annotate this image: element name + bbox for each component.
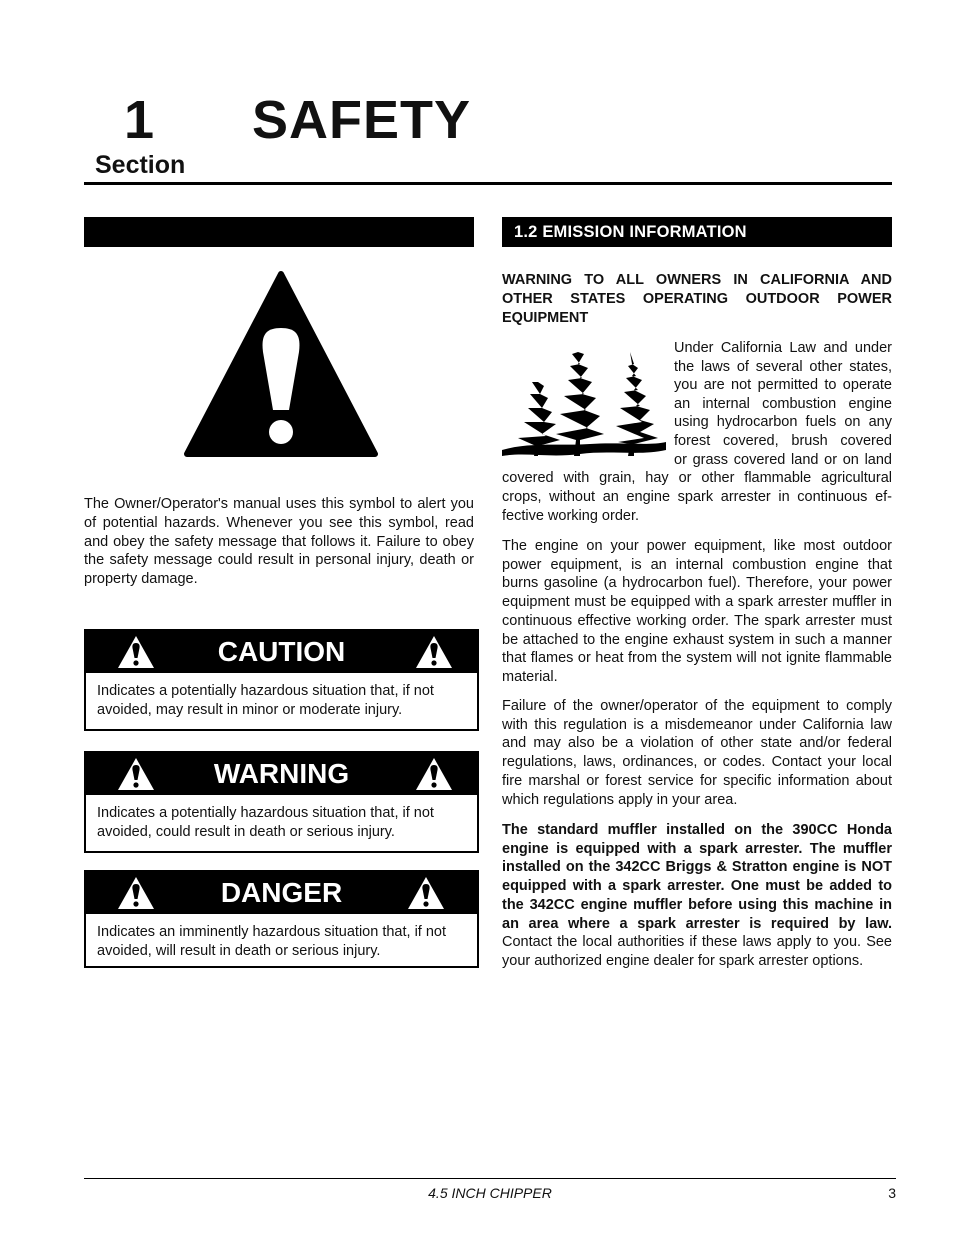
- law-line: or grass covered land or on land: [674, 451, 892, 468]
- engine-paragraph: The engine on your power equipment, like most outdoor power equipment, is an internal combustion engine that burns gasoline (a hydrocarbon fuel). Therefore, your power equipment must be equipped with a spark arrester muffler in continuous effective working order. The spark arrester must be attached to the engine exhaust system in such a manner that flames or heat from the system will not ignite flammable material.: [502, 538, 892, 685]
- law-line: crops, without an engine spark arrester in continuous ef-: [502, 488, 892, 505]
- law-line: the laws of several other states,: [674, 358, 892, 375]
- exclamation-triangle-icon: [406, 875, 446, 911]
- danger-description: Indicates an imminently hazardous situation that, if not avoided, will result in death or serious injury.: [97, 924, 446, 959]
- muffler-bold-text: The standard muffler installed on the 390CC Honda engine is equipped with a spark arrester. The muffler installed on the 342CC Briggs & Stratton engine is NOT equipped with a spark arrester. One must be added to the 342CC engine muffler before using this machine in an area where a spark arrester is required by law.: [502, 822, 892, 932]
- muffler-rest-text: Contact the local authorities if these laws apply to you. See your authorized engine dealer for spark arrester options.: [502, 934, 892, 969]
- law-line: covered with grain, hay or other flammable agricultural: [502, 470, 892, 486]
- warning-signal-word: WARNING: [213, 758, 350, 789]
- safety-alert-triangle-icon: [183, 270, 379, 460]
- danger-signal-word: DANGER: [220, 877, 343, 908]
- caution-description: Indicates a potentially hazardous situation that, if not avoided, may result in minor or moderate injury.: [97, 683, 434, 718]
- section-label: Section: [95, 151, 186, 179]
- warning-header: [86, 753, 477, 795]
- muffler-paragraph: [502, 821, 892, 971]
- section-title: SAFETY: [252, 90, 472, 150]
- law-line: using hydrocarbon fuels on any: [674, 414, 892, 431]
- danger-box: [84, 870, 479, 968]
- law-paragraph-tail: [502, 469, 892, 525]
- warning-box: [84, 751, 479, 853]
- footer-rule: [84, 1178, 896, 1179]
- exclamation-triangle-icon: [414, 756, 454, 792]
- law-paragraph-wrapped: [674, 339, 892, 469]
- caution-box: [84, 629, 479, 731]
- page-number: 3: [888, 1185, 896, 1201]
- footer-title: 4.5 INCH CHIPPER: [428, 1185, 552, 1201]
- caution-header: [86, 631, 477, 673]
- header-rule: [84, 182, 892, 185]
- emission-heading: 1.2 EMISSION INFORMATION: [514, 223, 747, 241]
- exclamation-triangle-icon: [414, 634, 454, 670]
- section-number: 1: [124, 90, 155, 150]
- law-line: Under California Law and under: [674, 340, 892, 356]
- intro-paragraph: The Owner/Operator's manual uses this symbol to alert you of potential hazards. Whenever you see this symbol, read and obey the safety message that follows it. Failure to obey the safety message could result in personal injury, death or property damage.: [84, 496, 474, 588]
- compliance-paragraph: Failure of the owner/operator of the equipment to comply with this regulation is a misdemeanor under California law and may also be a violation of other state and/or federal regulations, laws, ordinances, or codes. Contact your local fire marshal or forest service for specific information about which regulations apply in your area.: [502, 698, 892, 808]
- emission-heading-bar: [502, 217, 892, 247]
- warning-description: Indicates a potentially hazardous situation that, if not avoided, could result in death or serious injury.: [97, 805, 434, 840]
- danger-header: [86, 872, 477, 914]
- law-line: fective working order.: [502, 507, 640, 524]
- california-warning-heading: WARNING TO ALL OWNERS IN CALIFORNIA AND OTHER STATES OPERATING OUTDOOR POWER EQUIPMENT: [502, 272, 892, 326]
- law-line: forest covered, brush covered: [674, 432, 892, 449]
- law-line: an internal combustion engine: [674, 395, 892, 412]
- pine-trees-illustration: [500, 338, 668, 464]
- section-heading-bar: [84, 217, 474, 247]
- caution-signal-word: CAUTION: [217, 636, 346, 667]
- law-line: you are not permitted to operate: [674, 377, 892, 394]
